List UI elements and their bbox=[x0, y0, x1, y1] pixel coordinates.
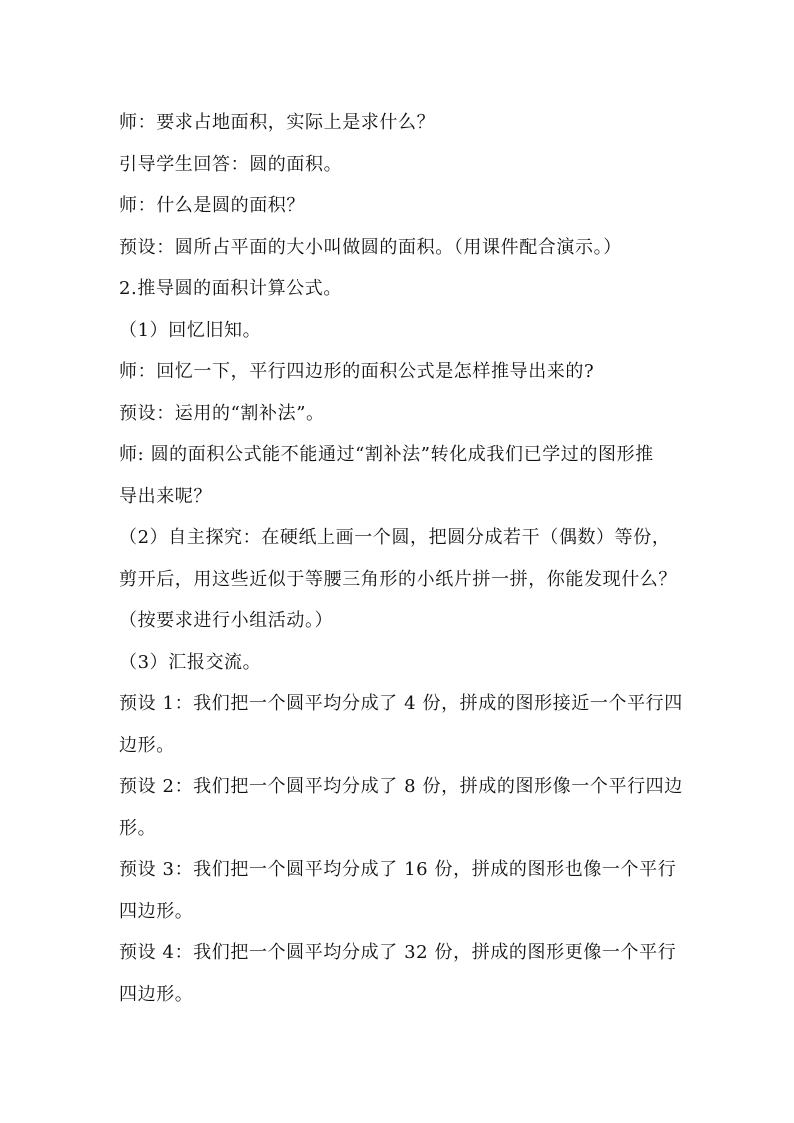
subsection-heading: （3）汇报交流。 bbox=[119, 651, 262, 673]
document-body bbox=[119, 102, 699, 1015]
paragraph-continuation: 四边形。 bbox=[119, 900, 194, 922]
dialogue-line-teacher-question: 师：什么是圆的面积？ bbox=[119, 195, 305, 216]
dialogue-line-teacher-question: 师: 圆的面积公式能不能通过“割补法”转化成我们已学过的图形推 bbox=[119, 444, 654, 465]
dialogue-line-teacher-question: 师：回忆一下，平行四边形的面积公式是怎样推导出来的? bbox=[119, 361, 595, 382]
paragraph-continuation: 四边形。 bbox=[119, 983, 194, 1005]
guided-answer-line: 引导学生回答：圆的面积。 bbox=[119, 153, 343, 175]
preset-answer-line: 预设 3：我们把一个圆平均分成了 16 份，拼成的图形也像一个平行 bbox=[119, 859, 677, 880]
paragraph-continuation: 剪开后，用这些近似于等腰三角形的小纸片拼一拼，你能发现什么？ bbox=[119, 568, 677, 590]
preset-answer-line: 预设 2：我们把一个圆平均分成了 8 份，拼成的图形像一个平行四边 bbox=[119, 776, 683, 797]
preset-answer-line: 预设：运用的“割补法”。 bbox=[119, 402, 325, 424]
dialogue-line-teacher-question: 师：要求占地面积，实际上是求什么？ bbox=[119, 112, 436, 133]
subsection-heading: （1）回忆旧知。 bbox=[119, 319, 262, 341]
paragraph-continuation: 边形。 bbox=[119, 734, 175, 756]
preset-answer-line: 预设 4：我们把一个圆平均分成了 32 份，拼成的图形更像一个平行 bbox=[119, 942, 677, 963]
preset-answer-line: 预设：圆所占平面的大小叫做圆的面积。（用课件配合演示。） bbox=[119, 236, 622, 258]
subsection-heading: （2）自主探究：在硬纸上画一个圆，把圆分成若干（偶数）等份， bbox=[119, 527, 671, 548]
section-heading: 2.推导圆的面积计算公式。 bbox=[119, 278, 342, 299]
activity-note: （按要求进行小组活动。） bbox=[119, 610, 334, 631]
paragraph-continuation: 形。 bbox=[119, 817, 157, 839]
paragraph-continuation: 导出来呢？ bbox=[119, 485, 212, 507]
preset-answer-line: 预设 1：我们把一个圆平均分成了 4 份，拼成的图形接近一个平行四 bbox=[119, 693, 683, 714]
